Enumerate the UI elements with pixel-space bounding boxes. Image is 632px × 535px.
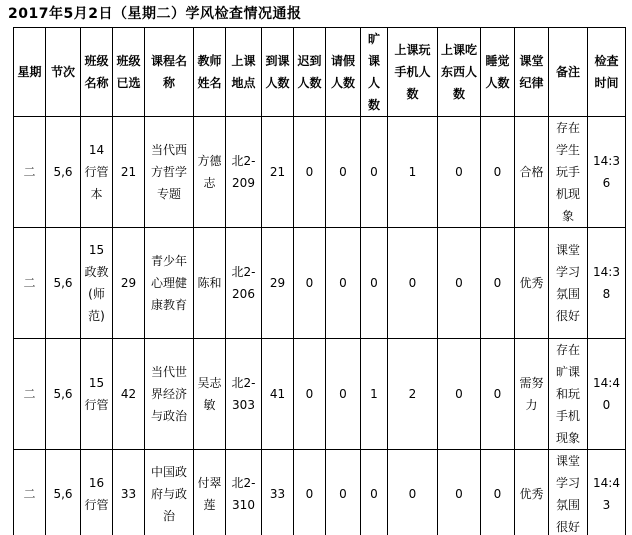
cell-remarks: 课堂学习氛围很好	[549, 450, 588, 535]
col-header-late-count: 迟到人数	[294, 28, 326, 117]
cell-location: 北2-209	[226, 117, 262, 228]
cell-eating-count: 0	[438, 228, 481, 339]
cell-sleeping-count: 0	[481, 450, 515, 535]
cell-enrolled-count: 42	[113, 339, 145, 450]
table-row	[14, 228, 626, 339]
cell-check-time: 14:36	[588, 117, 626, 228]
cell-discipline: 合格	[515, 117, 549, 228]
cell-leave-count: 0	[326, 450, 361, 535]
cell-sleeping-count: 0	[481, 228, 515, 339]
cell-absent-count: 0	[361, 228, 388, 339]
col-header-course-name: 课程名称	[145, 28, 194, 117]
cell-sleeping-count: 0	[481, 117, 515, 228]
cell-absent-count: 1	[361, 339, 388, 450]
cell-phone-count: 0	[388, 450, 438, 535]
col-header-sleeping-count: 睡觉人数	[481, 28, 515, 117]
cell-check-time: 14:43	[588, 450, 626, 535]
cell-weekday: 二	[14, 450, 46, 535]
report-title: 2017年5月2日（星期二）学风检查情况通报	[8, 6, 302, 22]
cell-eating-count: 0	[438, 450, 481, 535]
col-header-period: 节次	[46, 28, 81, 117]
cell-enrolled-count: 21	[113, 117, 145, 228]
cell-location: 北2-303	[226, 339, 262, 450]
col-header-absent-count: 旷课人数	[361, 28, 388, 117]
col-header-eating-count: 上课吃东西人数	[438, 28, 481, 117]
cell-check-time: 14:40	[588, 339, 626, 450]
col-header-attendance-count: 到课人数	[262, 28, 294, 117]
cell-absent-count: 0	[361, 450, 388, 535]
cell-discipline: 优秀	[515, 228, 549, 339]
col-header-leave-count: 请假人数	[326, 28, 361, 117]
col-header-location: 上课地点	[226, 28, 262, 117]
cell-weekday: 二	[14, 117, 46, 228]
cell-course-name: 青少年心理健康教育	[145, 228, 194, 339]
col-header-remarks: 备注	[549, 28, 588, 117]
cell-leave-count: 0	[326, 339, 361, 450]
cell-remarks: 存在旷课和玩手机现象	[549, 339, 588, 450]
cell-eating-count: 0	[438, 117, 481, 228]
cell-late-count: 0	[294, 117, 326, 228]
cell-class-name: 15行管	[81, 339, 113, 450]
col-header-enrolled-count: 班级已选	[113, 28, 145, 117]
col-header-teacher-name: 教师姓名	[194, 28, 226, 117]
cell-class-name: 15政教(师范)	[81, 228, 113, 339]
cell-period: 5,6	[46, 117, 81, 228]
cell-location: 北2-206	[226, 228, 262, 339]
cell-enrolled-count: 29	[113, 228, 145, 339]
cell-teacher-name: 付翠莲	[194, 450, 226, 535]
cell-remarks: 存在学生玩手机现象	[549, 117, 588, 228]
cell-class-name: 16行管	[81, 450, 113, 535]
cell-course-name: 当代世界经济与政治	[145, 339, 194, 450]
cell-absent-count: 0	[361, 117, 388, 228]
cell-remarks: 课堂学习氛围很好	[549, 228, 588, 339]
cell-teacher-name: 陈和	[194, 228, 226, 339]
col-header-phone-count: 上课玩手机人数	[388, 28, 438, 117]
cell-late-count: 0	[294, 339, 326, 450]
cell-attendance-count: 33	[262, 450, 294, 535]
cell-teacher-name: 方德志	[194, 117, 226, 228]
col-header-class-name: 班级名称	[81, 28, 113, 117]
cell-class-name: 14行管本	[81, 117, 113, 228]
cell-phone-count: 2	[388, 339, 438, 450]
cell-attendance-count: 41	[262, 339, 294, 450]
table-row	[14, 450, 626, 535]
cell-period: 5,6	[46, 450, 81, 535]
cell-weekday: 二	[14, 339, 46, 450]
cell-weekday: 二	[14, 228, 46, 339]
cell-teacher-name: 吴志敏	[194, 339, 226, 450]
inspection-table	[13, 27, 626, 535]
col-header-discipline: 课堂纪律	[515, 28, 549, 117]
table-header-row	[14, 28, 626, 117]
cell-sleeping-count: 0	[481, 339, 515, 450]
cell-discipline: 优秀	[515, 450, 549, 535]
cell-course-name: 当代西方哲学专题	[145, 117, 194, 228]
table-row	[14, 339, 626, 450]
cell-phone-count: 0	[388, 228, 438, 339]
cell-leave-count: 0	[326, 228, 361, 339]
cell-late-count: 0	[294, 450, 326, 535]
table-row	[14, 117, 626, 228]
cell-check-time: 14:38	[588, 228, 626, 339]
cell-phone-count: 1	[388, 117, 438, 228]
cell-attendance-count: 29	[262, 228, 294, 339]
cell-location: 北2-310	[226, 450, 262, 535]
col-header-check-time: 检查时间	[588, 28, 626, 117]
cell-period: 5,6	[46, 228, 81, 339]
col-header-weekday: 星期	[14, 28, 46, 117]
cell-discipline: 需努力	[515, 339, 549, 450]
cell-enrolled-count: 33	[113, 450, 145, 535]
cell-eating-count: 0	[438, 339, 481, 450]
cell-attendance-count: 21	[262, 117, 294, 228]
cell-leave-count: 0	[326, 117, 361, 228]
cell-course-name: 中国政府与政治	[145, 450, 194, 535]
cell-late-count: 0	[294, 228, 326, 339]
cell-period: 5,6	[46, 339, 81, 450]
